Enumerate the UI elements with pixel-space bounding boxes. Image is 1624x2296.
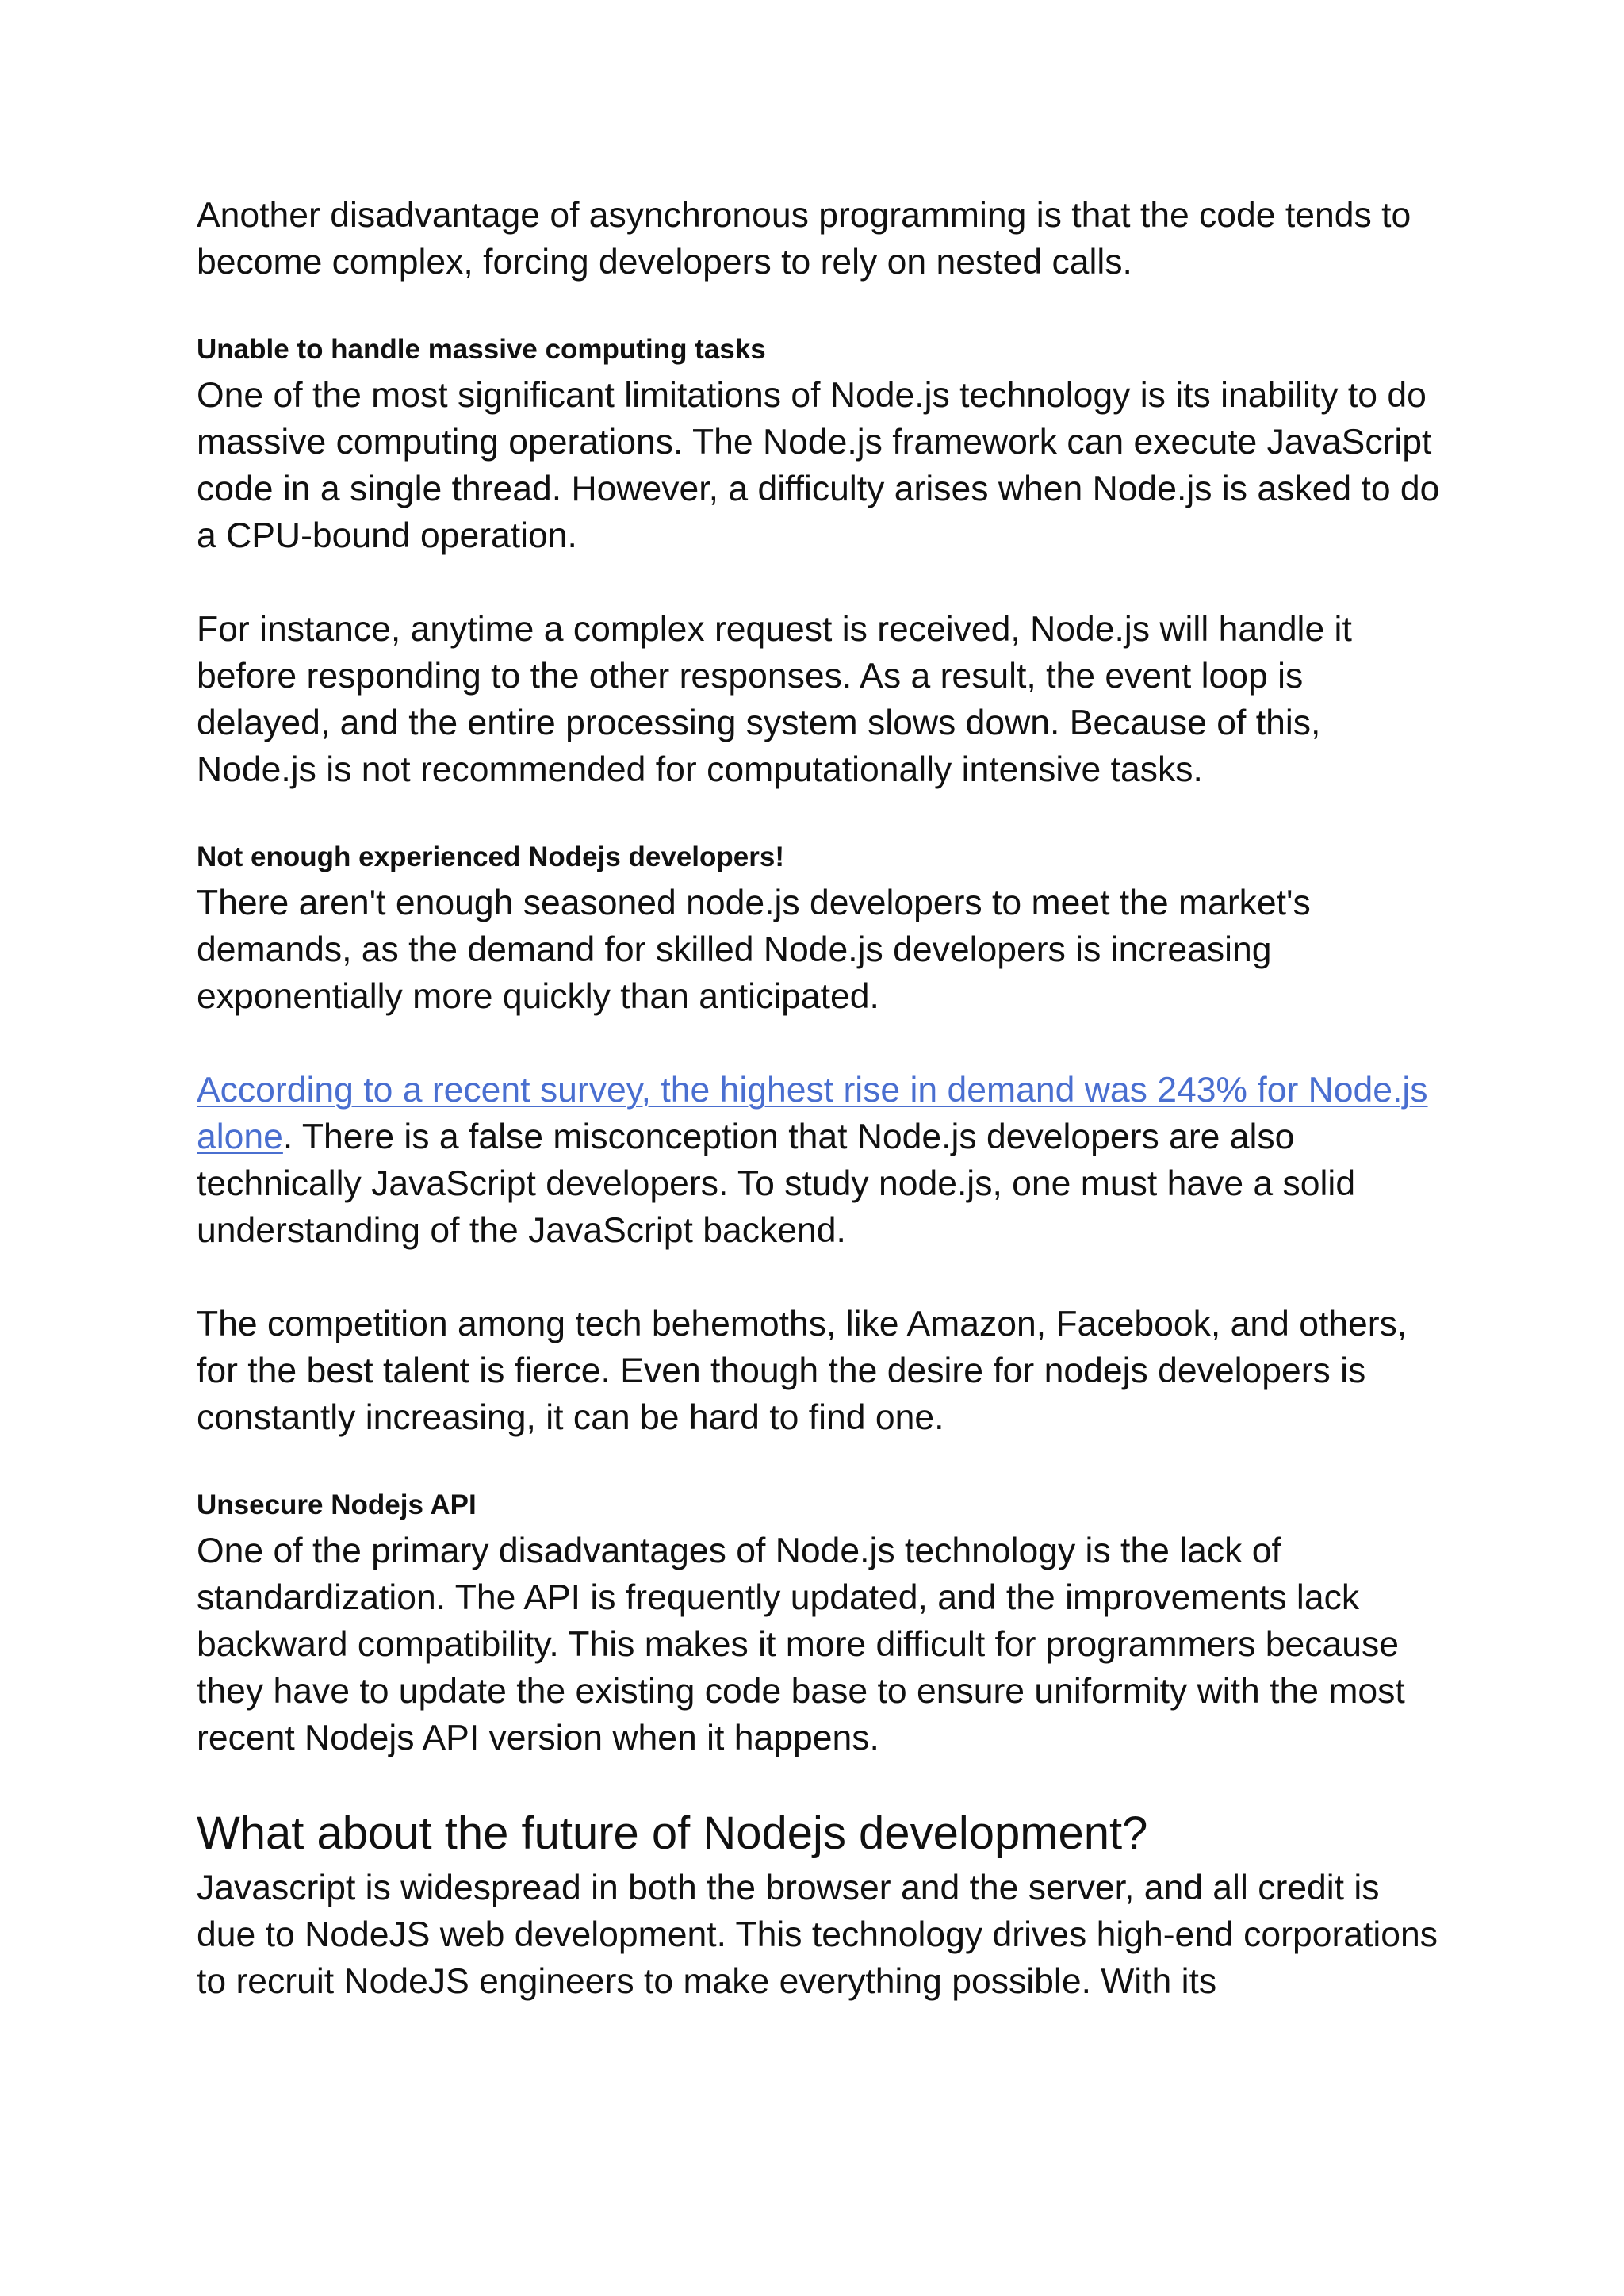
survey-link[interactable]: According to a recent survey, the highest rise in demand was 243% for Node.js alone — [197, 1071, 1428, 1156]
section-heading-future: What about the future of Nodejs development? — [197, 1807, 1148, 1859]
section-heading-api: Unsecure Nodejs API — [197, 1489, 477, 1520]
computing-paragraph-1: One of the most significant limitations of Node.js technology is its inability to do massive computing operations. The Node.js framework can execute JavaScript code in a single thread. However, a difficulty arises when Node.js is asked to do a CPU-bound operation. — [197, 376, 1440, 555]
developers-paragraph-3: The competition among tech behemoths, like Amazon, Facebook, and others, for the best talent is fierce. Even though the desire for nodejs developers is constantly increasing, it can be hard to find one. — [197, 1305, 1408, 1437]
developers-paragraph-2 — [197, 1067, 1442, 1254]
section-heading-computing: Unable to handle massive computing tasks — [197, 334, 766, 365]
future-paragraph-1: Javascript is widespread in both the browser and the server, and all credit is due to NodeJS web development. This technology drives high-end corporations to recruit NodeJS engineers to make everything possible. With its — [197, 1869, 1438, 2001]
developers-paragraph-1: There aren't enough seasoned node.js developers to meet the market's demands, as the demand for skilled Node.js developers is increasing exponentially more quickly than anticipated. — [197, 884, 1311, 1016]
intro-paragraph: Another disadvantage of asynchronous programming is that the code tends to become complex, forcing developers to rely on nested calls. — [197, 196, 1411, 282]
document-page — [197, 192, 1442, 2005]
developers-paragraph-2-text: . There is a false misconception that Node.js developers are also technically JavaScript developers. To study node.js, one must have a solid understanding of the JavaScript backend. — [197, 1117, 1356, 1250]
section-heading-developers: Not enough experienced Nodejs developers! — [197, 841, 784, 872]
computing-paragraph-2: For instance, anytime a complex request is received, Node.js will handle it before responding to the other responses. As a result, the event loop is delayed, and the entire processing system slows down. Because of this, Node.js is not recommended for computationally intensive tasks. — [197, 610, 1352, 789]
api-paragraph-1: One of the primary disadvantages of Node.js technology is the lack of standardization. The API is frequently updated, and the improvements lack backward compatibility. This makes it more difficult for programmers because they have to update the existing code base to ensure uniformity with the most recent Nodejs API version when it happens. — [197, 1531, 1405, 1757]
